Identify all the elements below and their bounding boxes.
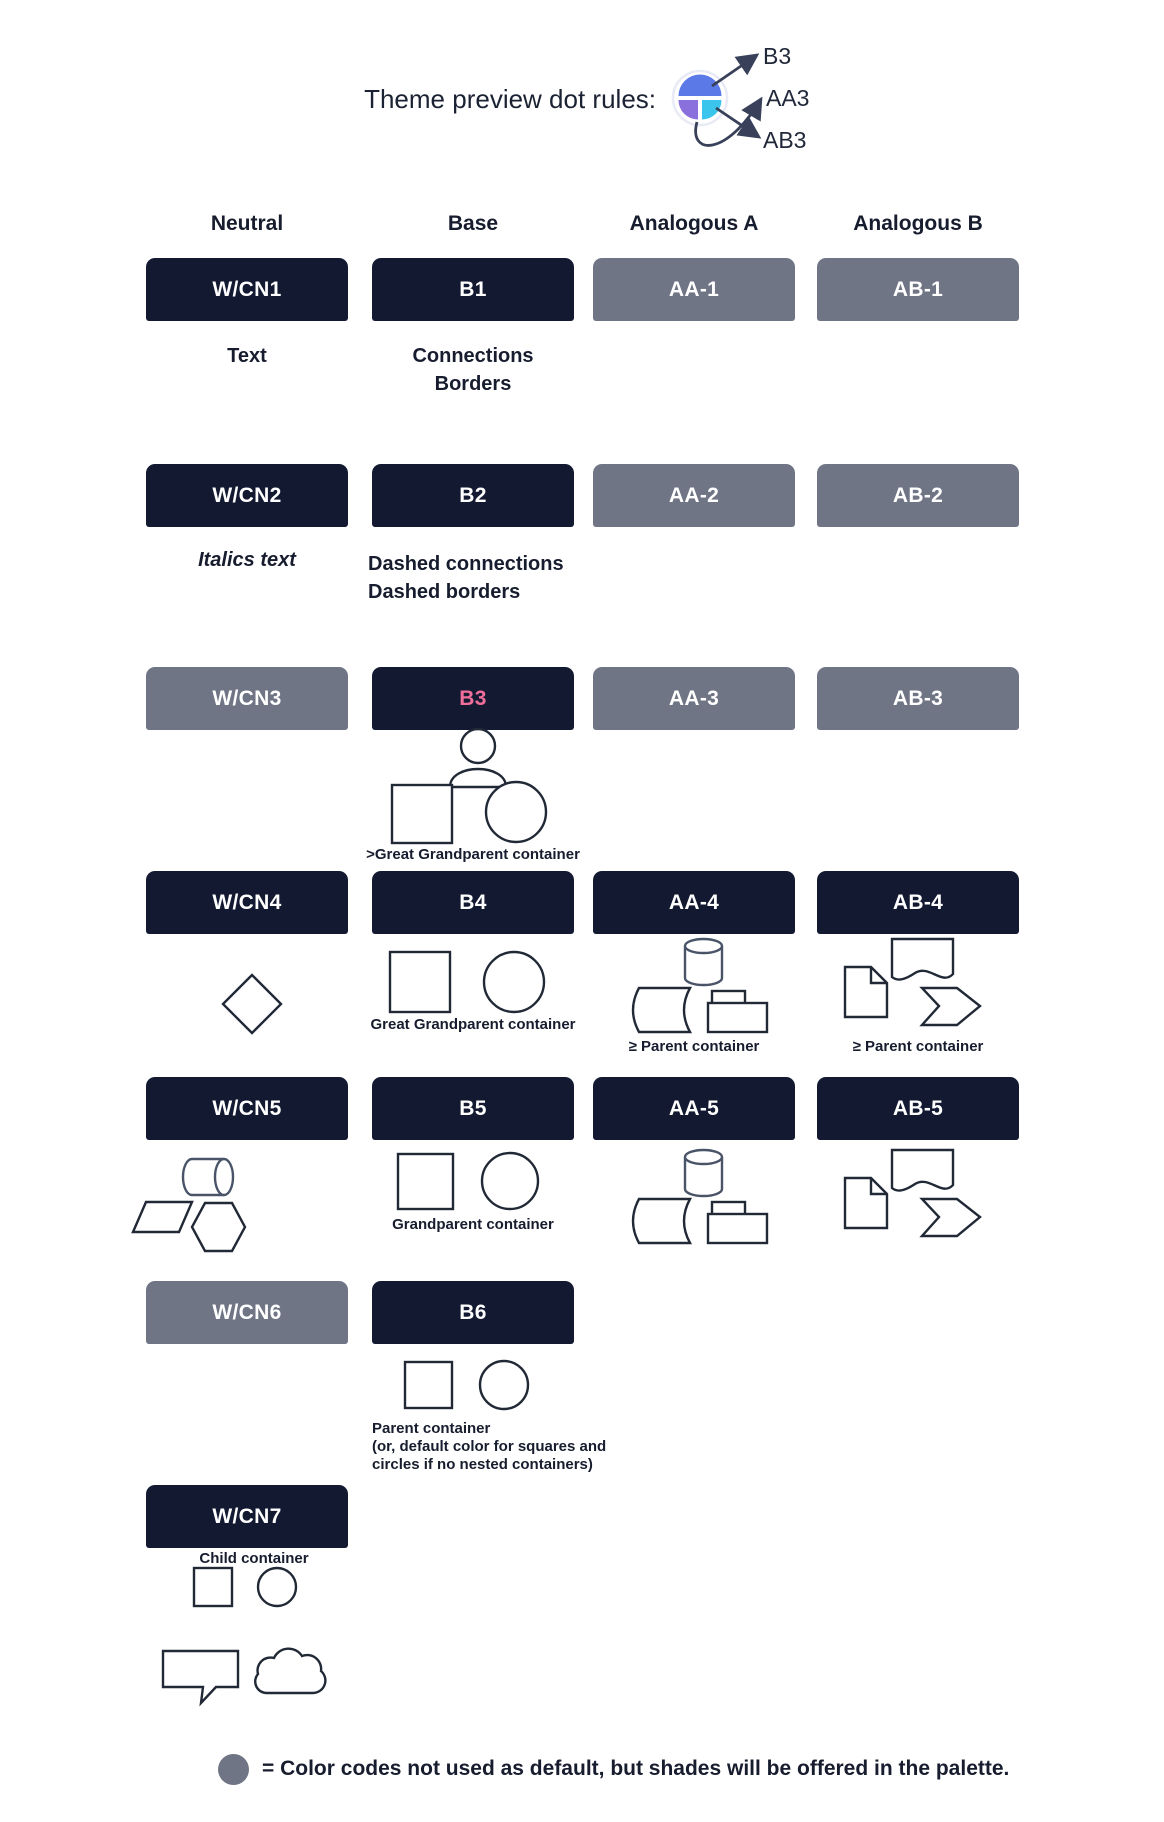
folder-shape [708, 1003, 767, 1032]
square-shape [390, 952, 450, 1012]
caption-wcn7: Child container [199, 1550, 309, 1567]
column-header-base: Base [447, 212, 499, 235]
circle-shape [484, 952, 544, 1012]
caption-b6-line1: Parent container [372, 1420, 491, 1437]
arrow-to-aa3 [696, 99, 761, 145]
b4-shape-group [382, 944, 552, 1016]
swatch-aa5: AA-5 [593, 1077, 795, 1140]
swatch-wcn7: W/CN7 [146, 1485, 348, 1548]
dot-rule-label-aa3: AA3 [766, 85, 810, 111]
note-text: Text [227, 345, 267, 367]
dot-rule-label-b3: B3 [763, 43, 792, 69]
circle-shape [258, 1568, 296, 1606]
swatch-b1: B1 [372, 258, 574, 321]
note-dashed-borders: Dashed borders [368, 581, 521, 603]
wcn4-shape-group [220, 972, 284, 1036]
chevron-shape [922, 988, 980, 1025]
square-shape [194, 1568, 232, 1606]
swatch-wcn2: W/CN2 [146, 464, 348, 527]
note-connections-borders [372, 342, 574, 398]
dot-rule-label-ab3: AB3 [763, 127, 807, 153]
wcn7-shape-group-2 [155, 1635, 335, 1707]
document-shape [845, 967, 887, 1017]
parallelogram-shape [133, 1202, 192, 1232]
swatch-b4: B4 [372, 871, 574, 934]
swatch-wcn3: W/CN3 [146, 667, 348, 730]
swatch-wcn1: W/CN1 [146, 258, 348, 321]
caption-b6 [372, 1420, 606, 1474]
caption-b3: >Great Grandparent container [366, 846, 580, 863]
square-shape [398, 1154, 453, 1209]
chevron-shape [922, 1199, 980, 1236]
cylinder-top-shape [685, 939, 722, 953]
note-borders: Borders [434, 373, 512, 395]
note-dashed [368, 550, 564, 606]
swatch-b6: B6 [372, 1281, 574, 1344]
horizontal-cylinder-cap-shape [215, 1159, 233, 1195]
swatch-ab2: AB-2 [817, 464, 1019, 527]
cylinder-top-shape [685, 1150, 722, 1164]
column-header-analogous-b: Analogous B [853, 212, 983, 235]
wcn5-shape-group [125, 1150, 255, 1258]
swatch-aa1: AA-1 [593, 258, 795, 321]
swatch-ab3: AB-3 [817, 667, 1019, 730]
aa4-shape-group [625, 932, 775, 1036]
swatch-b5: B5 [372, 1077, 574, 1140]
folder-shape [708, 1214, 767, 1243]
document-shape [845, 1178, 887, 1228]
stored-data-shape [633, 1199, 690, 1243]
column-header-neutral: Neutral [210, 212, 284, 235]
arrow-to-b3 [712, 55, 757, 86]
caption-b4: Great Grandparent container [370, 1016, 576, 1033]
hexagon-shape [192, 1203, 245, 1251]
speech-bubble-shape [163, 1651, 238, 1703]
cloud-shape [255, 1649, 325, 1693]
person-head-shape [461, 729, 495, 763]
stored-data-shape [633, 988, 690, 1032]
wave-document-shape [892, 939, 953, 980]
caption-b6-line3: circles if no nested containers) [372, 1456, 593, 1473]
swatch-wcn6: W/CN6 [146, 1281, 348, 1344]
square-shape [405, 1362, 452, 1408]
swatch-aa3: AA-3 [593, 667, 795, 730]
swatch-wcn5: W/CN5 [146, 1077, 348, 1140]
swatch-aa2: AA-2 [593, 464, 795, 527]
circle-shape [482, 1153, 538, 1209]
ab4-shape-group [838, 932, 988, 1032]
caption-b5: Grandparent container [392, 1216, 554, 1233]
b3-shape-group [378, 726, 563, 848]
column-header-analogous-a: Analogous A [629, 212, 759, 235]
caption-aa4: ≥ Parent container [628, 1038, 760, 1055]
person-shoulders-shape [450, 769, 506, 787]
legend-text: = Color codes not used as default, but shades will be offered in the palette. [262, 1757, 1010, 1780]
circle-shape [480, 1361, 528, 1409]
page-title: Theme preview dot rules: [364, 84, 656, 114]
note-dashed-connections: Dashed connections [368, 553, 564, 575]
swatch-wcn4: W/CN4 [146, 871, 348, 934]
swatch-ab4: AB-4 [817, 871, 1019, 934]
b5-shape-group [390, 1148, 545, 1214]
swatch-ab5: AB-5 [817, 1077, 1019, 1140]
swatch-b3: B3 [372, 667, 574, 730]
legend-dot [218, 1754, 249, 1785]
b6-shape-group [398, 1355, 538, 1413]
wcn7-shape-group [188, 1562, 303, 1610]
swatch-b2: B2 [372, 464, 574, 527]
diamond-shape [223, 975, 281, 1033]
note-connections: Connections [412, 345, 534, 367]
aa5-shape-group [625, 1143, 775, 1247]
swatch-aa4: AA-4 [593, 871, 795, 934]
note-italics-text: Italics text [198, 549, 296, 571]
caption-b6-line2: (or, default color for squares and [372, 1438, 607, 1455]
caption-ab4: ≥ Parent container [852, 1038, 984, 1055]
swatch-ab1: AB-1 [817, 258, 1019, 321]
circle-shape [486, 782, 546, 842]
wave-document-shape [892, 1150, 953, 1191]
square-shape [392, 785, 452, 843]
ab5-shape-group [838, 1143, 988, 1243]
